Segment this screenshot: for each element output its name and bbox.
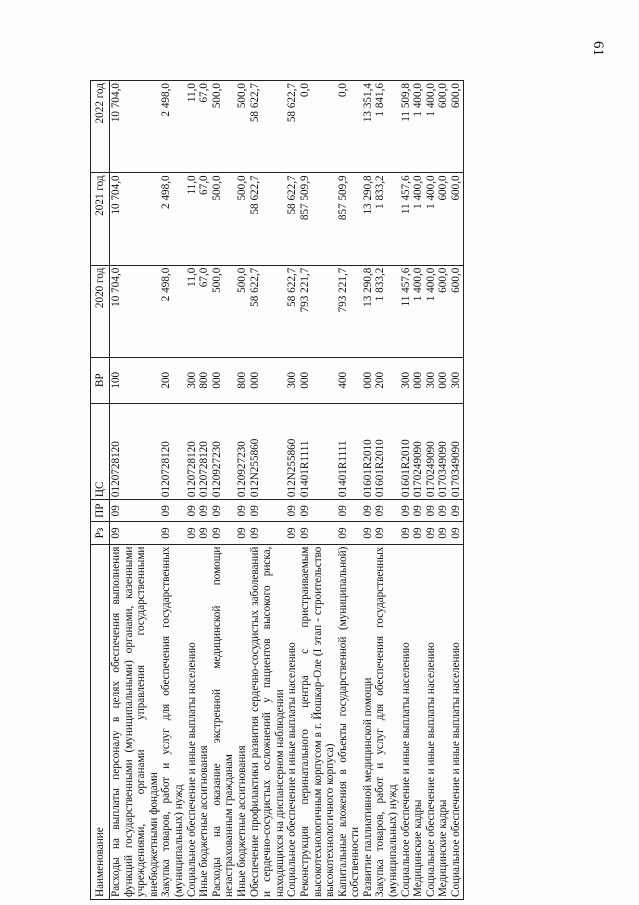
cell-name: Развитие паллиативной медицинской помощи (362, 544, 375, 899)
cell-vr: 200 (160, 357, 185, 403)
cell-name: Социальное обеспечение и иные выплаты населению (450, 544, 463, 899)
cell-pr: 09 (362, 500, 375, 522)
table-row (374, 81, 399, 900)
cell-pr: 09 (211, 500, 236, 522)
cell-2022: 1 400,0 (425, 81, 438, 173)
cell-name: Расходы на оказание экстренной медицинской помощи незастрахованным гражданам (211, 544, 236, 899)
cell-cs: 0120927230 (236, 403, 249, 500)
cell-2020: 1 400,0 (412, 265, 425, 357)
cell-pr: 09 (299, 500, 337, 522)
cell-2021: 1 400,0 (425, 173, 438, 265)
cell-rz: 09 (211, 522, 236, 544)
cell-2021: 857 509,9 (299, 173, 337, 265)
table-row (337, 81, 362, 900)
cell-vr: 000 (249, 357, 287, 403)
cell-2021: 600,0 (437, 173, 450, 265)
cell-2021: 600,0 (450, 173, 463, 265)
cell-cs: 0120728120 (198, 403, 211, 500)
header-2020: 2020 год (91, 265, 110, 357)
cell-cs: 012N255860 (286, 403, 299, 500)
cell-2020: 67,0 (198, 265, 211, 357)
cell-rz: 09 (110, 522, 161, 544)
cell-vr: 300 (186, 357, 199, 403)
table-row (412, 81, 425, 900)
cell-2022: 600,0 (437, 81, 450, 173)
cell-cs: 0120728120 (186, 403, 199, 500)
cell-pr: 09 (286, 500, 299, 522)
cell-pr: 09 (249, 500, 287, 522)
table-row (437, 81, 450, 900)
cell-pr: 09 (110, 500, 161, 522)
cell-pr: 09 (236, 500, 249, 522)
cell-vr: 800 (198, 357, 211, 403)
table-row (286, 81, 299, 900)
cell-rz: 09 (437, 522, 450, 544)
cell-cs: 0170249090 (412, 403, 425, 500)
cell-rz: 09 (450, 522, 463, 544)
cell-cs: 0120728120 (110, 403, 161, 500)
cell-2022: 58 622,7 (286, 81, 299, 173)
cell-vr: 000 (412, 357, 425, 403)
cell-name: Медицинские кадры (412, 544, 425, 899)
cell-2022: 500,0 (236, 81, 249, 173)
budget-table (90, 80, 464, 900)
header-pr: ПР (91, 500, 110, 522)
cell-2021: 11 457,6 (400, 173, 413, 265)
cell-cs: 012N255860 (249, 403, 287, 500)
cell-2021: 13 290,8 (362, 173, 375, 265)
cell-pr: 09 (374, 500, 399, 522)
cell-2022: 10 704,0 (110, 81, 161, 173)
table-row (299, 81, 337, 900)
cell-2022: 11,0 (186, 81, 199, 173)
cell-vr: 000 (362, 357, 375, 403)
cell-2020: 11,0 (186, 265, 199, 357)
cell-2020: 13 290,8 (362, 265, 375, 357)
cell-vr: 400 (337, 357, 362, 403)
cell-2020: 1 400,0 (425, 265, 438, 357)
cell-rz: 09 (374, 522, 399, 544)
cell-2020: 58 622,7 (286, 265, 299, 357)
cell-2020: 500,0 (236, 265, 249, 357)
cell-cs: 01601R2010 (374, 403, 399, 500)
cell-rz: 09 (400, 522, 413, 544)
cell-name: Иные бюджетные ассигнования (236, 544, 249, 899)
cell-2020: 11 457,6 (400, 265, 413, 357)
table-row (425, 81, 438, 900)
cell-2021: 58 622,7 (249, 173, 287, 265)
cell-2022: 2 498,0 (160, 81, 185, 173)
cell-rz: 09 (160, 522, 185, 544)
cell-name: Иные бюджетные ассигнования (198, 544, 211, 899)
cell-rz: 09 (249, 522, 287, 544)
cell-2022: 67,0 (198, 81, 211, 173)
cell-vr: 300 (450, 357, 463, 403)
page-number: 61 (590, 41, 606, 56)
cell-cs: 01601R2010 (400, 403, 413, 500)
cell-pr: 09 (437, 500, 450, 522)
cell-2022: 1 400,0 (412, 81, 425, 173)
cell-name: Социальное обеспечение и иные выплаты населению (286, 544, 299, 899)
cell-cs: 0170349090 (437, 403, 450, 500)
cell-pr: 09 (412, 500, 425, 522)
cell-2020: 10 704,0 (110, 265, 161, 357)
table-row (249, 81, 287, 900)
cell-rz: 09 (425, 522, 438, 544)
cell-name: Социальное обеспечение и иные выплаты населению (425, 544, 438, 899)
table-header-row (91, 81, 110, 900)
header-2022: 2022 год (91, 81, 110, 173)
table-row (362, 81, 375, 900)
table-body (110, 81, 464, 900)
table-row (450, 81, 463, 900)
cell-vr: 800 (236, 357, 249, 403)
cell-name: Социальное обеспечение и иные выплаты населению (400, 544, 413, 899)
cell-vr: 300 (400, 357, 413, 403)
cell-rz: 09 (362, 522, 375, 544)
cell-cs: 0120728120 (160, 403, 185, 500)
cell-2020: 793 221,7 (299, 265, 337, 357)
cell-2021: 10 704,0 (110, 173, 161, 265)
cell-pr: 09 (337, 500, 362, 522)
cell-name: Капитальные вложения в объекты государственной (муниципальной) собственности (337, 544, 362, 899)
table-row (211, 81, 236, 900)
cell-rz: 09 (286, 522, 299, 544)
cell-pr: 09 (186, 500, 199, 522)
cell-vr: 000 (437, 357, 450, 403)
cell-2021: 58 622,7 (286, 173, 299, 265)
cell-2022: 500,0 (211, 81, 236, 173)
cell-2022: 58 622,7 (249, 81, 287, 173)
table-row (400, 81, 413, 900)
cell-2020: 2 498,0 (160, 265, 185, 357)
header-name: Наименование (91, 544, 110, 899)
cell-2021: 11,0 (186, 173, 199, 265)
cell-2022: 600,0 (450, 81, 463, 173)
cell-2021: 1 400,0 (412, 173, 425, 265)
cell-2021: 857 509,9 (337, 173, 362, 265)
cell-pr: 09 (400, 500, 413, 522)
cell-cs: 0120927230 (211, 403, 236, 500)
cell-2022: 0,0 (337, 81, 362, 173)
cell-2022: 1 841,6 (374, 81, 399, 173)
cell-name: Закупка товаров, работ и услуг для обеспечения государственных (муниципальных) нужд (374, 544, 399, 899)
cell-rz: 09 (337, 522, 362, 544)
cell-pr: 09 (425, 500, 438, 522)
cell-cs: 0170249090 (425, 403, 438, 500)
table-row (160, 81, 185, 900)
cell-2020: 600,0 (450, 265, 463, 357)
cell-name: Обеспечение профилактики развития сердечно-сосудистых заболеваний и сердечно-сосудистых осложнений у пациентов высокого риска, находящихся на диспансерном наблюдении (249, 544, 287, 899)
cell-rz: 09 (186, 522, 199, 544)
cell-vr: 200 (374, 357, 399, 403)
cell-rz: 09 (412, 522, 425, 544)
cell-rz: 09 (198, 522, 211, 544)
header-rz: Рз (91, 522, 110, 544)
cell-pr: 09 (450, 500, 463, 522)
cell-vr: 000 (299, 357, 337, 403)
cell-rz: 09 (236, 522, 249, 544)
cell-cs: 01401R1111 (337, 403, 362, 500)
table-row (110, 81, 161, 900)
header-2021: 2021 год (91, 173, 110, 265)
table-row (186, 81, 199, 900)
cell-pr: 09 (198, 500, 211, 522)
cell-2022: 13 351,4 (362, 81, 375, 173)
cell-name: Закупка товаров, работ и услуг для обеспечения государственных (муниципальных) нужд (160, 544, 185, 899)
cell-2022: 11 509,8 (400, 81, 413, 173)
cell-pr: 09 (160, 500, 185, 522)
budget-table-container (90, 80, 530, 900)
cell-name: Реконструкция перинатального центра с пристраиваемым высокотехнологичным корпусом в г. Йошкар-Оле (I этап - строительство высокотехнологичного корпуса) (299, 544, 337, 899)
cell-2020: 600,0 (437, 265, 450, 357)
cell-2021: 2 498,0 (160, 173, 185, 265)
cell-2022: 0,0 (299, 81, 337, 173)
cell-2021: 67,0 (198, 173, 211, 265)
cell-rz: 09 (299, 522, 337, 544)
cell-2021: 500,0 (211, 173, 236, 265)
cell-vr: 300 (286, 357, 299, 403)
header-vr: ВР (91, 357, 110, 403)
cell-2020: 58 622,7 (249, 265, 287, 357)
cell-2020: 500,0 (211, 265, 236, 357)
cell-cs: 01601R2010 (362, 403, 375, 500)
cell-2020: 1 833,2 (374, 265, 399, 357)
cell-cs: 0170349090 (450, 403, 463, 500)
header-cs: ЦС (91, 403, 110, 500)
cell-cs: 01401R1111 (299, 403, 337, 500)
cell-2021: 500,0 (236, 173, 249, 265)
cell-vr: 300 (425, 357, 438, 403)
cell-name: Медицинские кадры (437, 544, 450, 899)
table-row (198, 81, 211, 900)
cell-vr: 000 (211, 357, 236, 403)
cell-2020: 793 221,7 (337, 265, 362, 357)
cell-vr: 100 (110, 357, 161, 403)
cell-name: Социальное обеспечение и иные выплаты населению (186, 544, 199, 899)
cell-name: Расходы на выплаты персоналу в целях обеспечения выполнения функций государственными (муниципальными) органами, казенными учреждениями, органами управления государственными внебюджетными фондами (110, 544, 161, 899)
table-row (236, 81, 249, 900)
cell-2021: 1 833,2 (374, 173, 399, 265)
